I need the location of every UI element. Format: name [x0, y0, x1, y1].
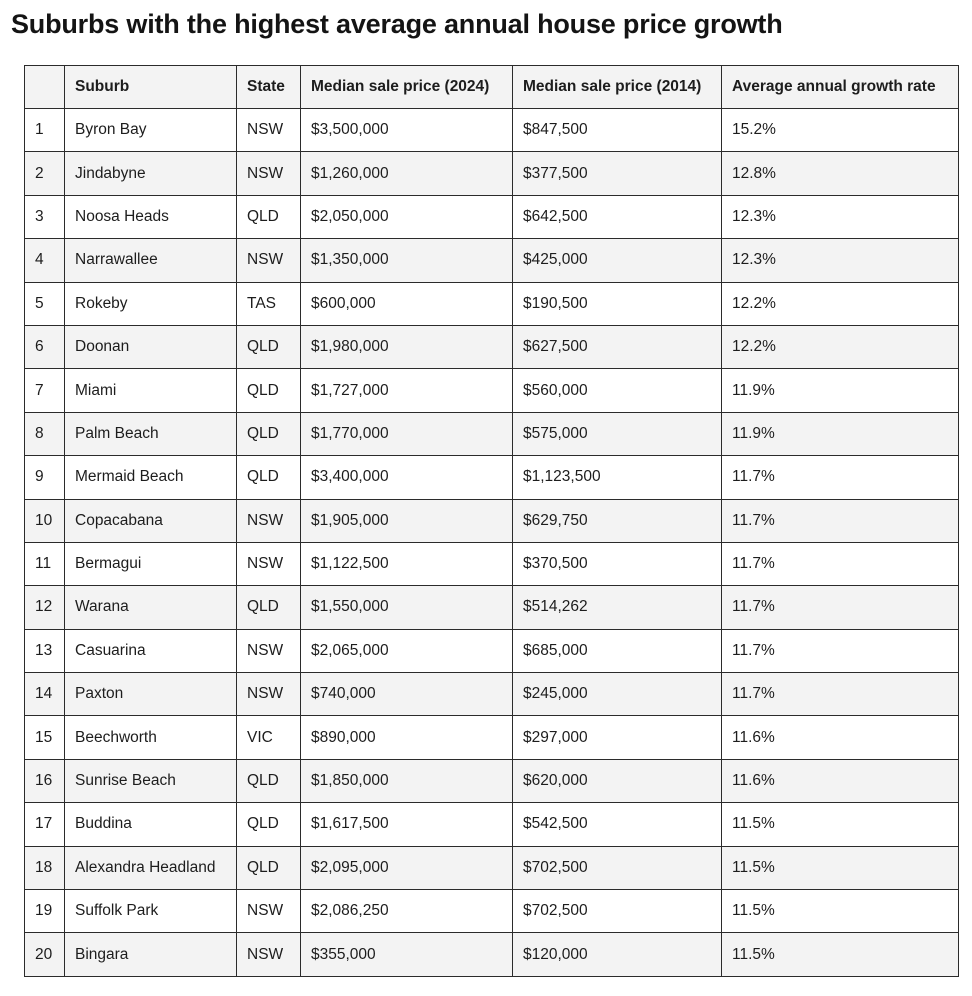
table-body [25, 109, 959, 977]
cell-price-2024: $1,727,000 [301, 369, 513, 412]
cell-rank: 7 [25, 369, 65, 412]
header-state: State [237, 66, 301, 109]
cell-rank: 12 [25, 586, 65, 629]
cell-price-2014: $560,000 [513, 369, 722, 412]
cell-rank: 19 [25, 890, 65, 933]
cell-growth: 11.9% [722, 412, 959, 455]
cell-rank: 8 [25, 412, 65, 455]
cell-rank: 18 [25, 846, 65, 889]
cell-growth: 11.7% [722, 499, 959, 542]
cell-growth: 12.2% [722, 325, 959, 368]
table-row [25, 716, 959, 759]
cell-suburb: Buddina [65, 803, 237, 846]
cell-price-2024: $1,770,000 [301, 412, 513, 455]
cell-price-2024: $890,000 [301, 716, 513, 759]
cell-price-2014: $370,500 [513, 542, 722, 585]
cell-rank: 16 [25, 759, 65, 802]
table-row [25, 803, 959, 846]
cell-price-2024: $3,500,000 [301, 109, 513, 152]
table-header-row [25, 66, 959, 109]
cell-rank: 5 [25, 282, 65, 325]
table-row [25, 282, 959, 325]
cell-suburb: Mermaid Beach [65, 456, 237, 499]
cell-state: QLD [237, 846, 301, 889]
table-row [25, 109, 959, 152]
cell-price-2014: $425,000 [513, 239, 722, 282]
table-row [25, 152, 959, 195]
cell-price-2024: $1,980,000 [301, 325, 513, 368]
cell-rank: 1 [25, 109, 65, 152]
cell-price-2024: $1,617,500 [301, 803, 513, 846]
header-price-2024: Median sale price (2024) [301, 66, 513, 109]
cell-price-2014: $245,000 [513, 673, 722, 716]
cell-growth: 11.9% [722, 369, 959, 412]
cell-suburb: Beechworth [65, 716, 237, 759]
header-suburb: Suburb [65, 66, 237, 109]
header-price-2014: Median sale price (2014) [513, 66, 722, 109]
cell-growth: 11.7% [722, 542, 959, 585]
cell-suburb: Noosa Heads [65, 195, 237, 238]
table-row [25, 586, 959, 629]
cell-state: QLD [237, 412, 301, 455]
cell-growth: 12.3% [722, 239, 959, 282]
table-row [25, 195, 959, 238]
cell-state: NSW [237, 499, 301, 542]
cell-growth: 11.5% [722, 803, 959, 846]
cell-suburb: Bermagui [65, 542, 237, 585]
cell-suburb: Rokeby [65, 282, 237, 325]
cell-suburb: Byron Bay [65, 109, 237, 152]
cell-state: QLD [237, 325, 301, 368]
cell-rank: 4 [25, 239, 65, 282]
cell-price-2024: $355,000 [301, 933, 513, 976]
cell-price-2024: $1,350,000 [301, 239, 513, 282]
cell-suburb: Palm Beach [65, 412, 237, 455]
table-row [25, 890, 959, 933]
cell-price-2014: $702,500 [513, 890, 722, 933]
cell-price-2014: $642,500 [513, 195, 722, 238]
cell-rank: 9 [25, 456, 65, 499]
cell-state: NSW [237, 890, 301, 933]
cell-rank: 10 [25, 499, 65, 542]
cell-growth: 11.5% [722, 890, 959, 933]
cell-growth: 11.7% [722, 629, 959, 672]
cell-price-2014: $120,000 [513, 933, 722, 976]
cell-price-2014: $627,500 [513, 325, 722, 368]
cell-state: VIC [237, 716, 301, 759]
cell-suburb: Suffolk Park [65, 890, 237, 933]
cell-state: QLD [237, 195, 301, 238]
cell-suburb: Alexandra Headland [65, 846, 237, 889]
cell-growth: 12.2% [722, 282, 959, 325]
table-row [25, 456, 959, 499]
cell-price-2014: $377,500 [513, 152, 722, 195]
cell-price-2024: $1,905,000 [301, 499, 513, 542]
cell-price-2014: $190,500 [513, 282, 722, 325]
table-row [25, 369, 959, 412]
cell-rank: 11 [25, 542, 65, 585]
cell-suburb: Jindabyne [65, 152, 237, 195]
cell-price-2024: $740,000 [301, 673, 513, 716]
table-row [25, 412, 959, 455]
cell-price-2014: $297,000 [513, 716, 722, 759]
header-growth: Average annual growth rate [722, 66, 959, 109]
cell-state: NSW [237, 933, 301, 976]
cell-price-2024: $1,260,000 [301, 152, 513, 195]
cell-price-2014: $702,500 [513, 846, 722, 889]
cell-rank: 14 [25, 673, 65, 716]
cell-growth: 11.7% [722, 586, 959, 629]
cell-price-2014: $847,500 [513, 109, 722, 152]
cell-state: QLD [237, 803, 301, 846]
table-row [25, 933, 959, 976]
cell-state: NSW [237, 673, 301, 716]
cell-rank: 17 [25, 803, 65, 846]
cell-suburb: Copacabana [65, 499, 237, 542]
cell-state: QLD [237, 456, 301, 499]
table-row [25, 673, 959, 716]
cell-suburb: Paxton [65, 673, 237, 716]
cell-state: NSW [237, 152, 301, 195]
cell-price-2014: $629,750 [513, 499, 722, 542]
cell-rank: 15 [25, 716, 65, 759]
cell-rank: 6 [25, 325, 65, 368]
cell-state: TAS [237, 282, 301, 325]
cell-price-2014: $620,000 [513, 759, 722, 802]
suburb-growth-table [24, 65, 959, 977]
cell-state: QLD [237, 369, 301, 412]
cell-state: NSW [237, 239, 301, 282]
cell-suburb: Doonan [65, 325, 237, 368]
cell-price-2024: $1,122,500 [301, 542, 513, 585]
table-row [25, 759, 959, 802]
cell-price-2014: $514,262 [513, 586, 722, 629]
cell-price-2024: $2,095,000 [301, 846, 513, 889]
cell-growth: 11.7% [722, 456, 959, 499]
cell-state: QLD [237, 586, 301, 629]
table-row [25, 846, 959, 889]
cell-growth: 11.5% [722, 933, 959, 976]
cell-suburb: Casuarina [65, 629, 237, 672]
page-title: Suburbs with the highest average annual house price growth [11, 9, 783, 39]
cell-rank: 13 [25, 629, 65, 672]
cell-suburb: Narrawallee [65, 239, 237, 282]
cell-price-2014: $542,500 [513, 803, 722, 846]
cell-suburb: Miami [65, 369, 237, 412]
cell-price-2024: $2,065,000 [301, 629, 513, 672]
cell-growth: 12.3% [722, 195, 959, 238]
cell-price-2014: $685,000 [513, 629, 722, 672]
cell-price-2024: $3,400,000 [301, 456, 513, 499]
cell-rank: 20 [25, 933, 65, 976]
cell-suburb: Warana [65, 586, 237, 629]
cell-growth: 11.6% [722, 759, 959, 802]
cell-rank: 3 [25, 195, 65, 238]
header-rank [25, 66, 65, 109]
cell-suburb: Sunrise Beach [65, 759, 237, 802]
cell-price-2024: $1,550,000 [301, 586, 513, 629]
table-row [25, 542, 959, 585]
cell-price-2024: $600,000 [301, 282, 513, 325]
cell-rank: 2 [25, 152, 65, 195]
table-row [25, 325, 959, 368]
cell-price-2024: $1,850,000 [301, 759, 513, 802]
cell-price-2014: $1,123,500 [513, 456, 722, 499]
cell-growth: 15.2% [722, 109, 959, 152]
cell-growth: 11.6% [722, 716, 959, 759]
cell-price-2024: $2,050,000 [301, 195, 513, 238]
cell-state: NSW [237, 542, 301, 585]
cell-suburb: Bingara [65, 933, 237, 976]
cell-growth: 11.7% [722, 673, 959, 716]
cell-state: NSW [237, 629, 301, 672]
cell-growth: 11.5% [722, 846, 959, 889]
cell-state: NSW [237, 109, 301, 152]
table-row [25, 239, 959, 282]
cell-growth: 12.8% [722, 152, 959, 195]
cell-price-2014: $575,000 [513, 412, 722, 455]
cell-price-2024: $2,086,250 [301, 890, 513, 933]
table-row [25, 629, 959, 672]
table-row [25, 499, 959, 542]
cell-state: QLD [237, 759, 301, 802]
